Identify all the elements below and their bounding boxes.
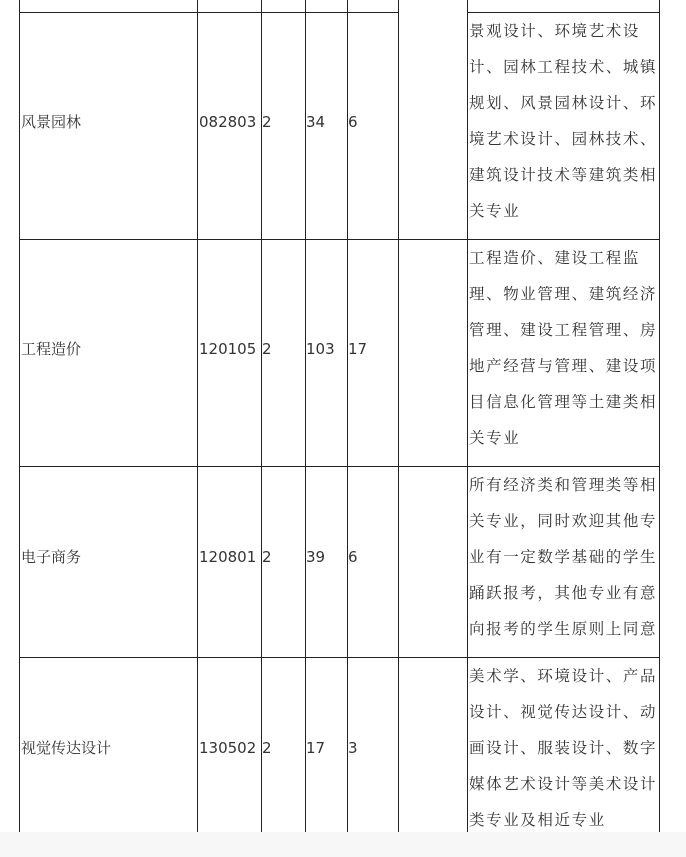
- table-border-line: [398, 0, 399, 832]
- requirement-cell: 美术学、环境设计、产品设计、视觉传达设计、动画设计、服装设计、数字媒体艺术设计等美术设计类专业及相近专业: [469, 667, 658, 829]
- years-cell: 2: [262, 739, 272, 757]
- years-cell: 2: [262, 548, 272, 566]
- table-border-line: [197, 0, 198, 832]
- table-border-line: [467, 0, 468, 832]
- count-cell: 17: [348, 340, 368, 358]
- major-name-cell: 电子商务: [21, 548, 82, 566]
- count-cell: 34: [306, 113, 326, 131]
- major-name-cell: 工程造价: [21, 340, 82, 358]
- major-name-cell: 风景园林: [21, 113, 82, 131]
- table-border-line: [19, 12, 399, 13]
- years-cell: 2: [262, 340, 272, 358]
- major-code-cell: 082803: [199, 113, 257, 131]
- page-bottom-strip: [0, 832, 686, 857]
- major-code-cell: 130502: [199, 739, 257, 757]
- requirement-cell: 所有经济类和管理类等相关专业，同时欢迎其他专业有一定数学基础的学生踊跃报考，其他专业有意向报考的学生原则上同意: [469, 476, 658, 638]
- major-code-cell: 120801: [199, 548, 257, 566]
- table-border-line: [19, 0, 20, 832]
- count-cell: 103: [306, 340, 335, 358]
- years-cell: 2: [262, 113, 272, 131]
- requirement-cell: 工程造价、建设工程监理、物业管理、建筑经济管理、建设工程管理、房地产经营与管理、建设项目信息化管理等土建类相关专业: [469, 249, 658, 447]
- requirement-cell: 景观设计、环境艺术设计、园林工程技术、城镇规划、风景园林设计、环境艺术设计、园林技术、建筑设计技术等建筑类相关专业: [469, 22, 658, 220]
- major-code-cell: 120105: [199, 340, 257, 358]
- count-cell: 17: [306, 739, 326, 757]
- count-cell: 6: [348, 548, 358, 566]
- major-name-cell: 视觉传达设计: [21, 739, 112, 757]
- count-cell: 6: [348, 113, 358, 131]
- count-cell: 39: [306, 548, 326, 566]
- count-cell: 3: [348, 739, 358, 757]
